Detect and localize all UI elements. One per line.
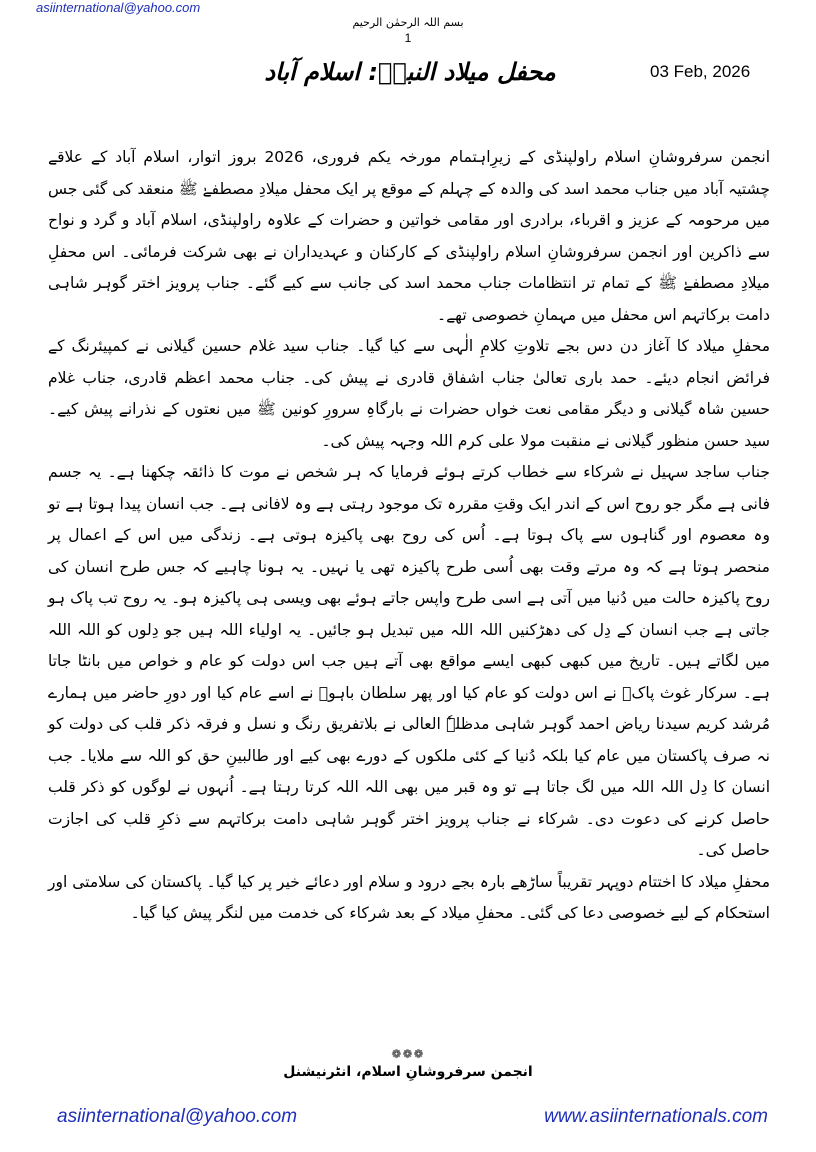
footer-email-link[interactable]: asiinternational@yahoo.com (57, 1106, 298, 1127)
paragraph-4: محفلِ میلاد کا اختتام دوپہر تقریباً ساڑھے بارہ بجے درود و سلام اور دعائے خیر پر کیا گیا۔ پاکستان کی سلامتی اور استحکام کے لیے خصوصی دعا کی گئی۔ محفلِ میلاد کے بعد شرکاء کی خدمت میں لنگر پیش کیا گیا۔ (48, 872, 770, 922)
article-body (48, 142, 770, 930)
organization-name: انجمن سرفروشانِ اسلام، انٹرنیشنل (283, 1064, 533, 1080)
footer-website-link[interactable]: www.asiinternationals.com (544, 1106, 768, 1127)
bismillah: بسم اللہ الرحمٰن الرحیم (352, 16, 464, 29)
paragraph-2: محفلِ میلاد کا آغاز دن دس بجے تلاوتِ کلامِ الٰہی سے کیا گیا۔ جناب سید غلام حسین گیلانی نے کمپیئرنگ کے فرائض انجام دیئے۔ حمد باری تعالیٰ جناب اشفاق قادری نے پیش کی۔ جناب محمد اعظم قادری، جناب غلام حسین شاہ گیلانی و دیگر مقامی نعت خواں حضرات نے بارگاہِ سرورِ کونین ﷺ میں نعتوں کے نذرانے پیش کیے۔ سید حسن منظور گیلانی نے منقبت مولا علی کرم اللہ وجہہ پیش کی۔ (48, 337, 770, 450)
page-title: محفل میلاد النبیؐ: اسلام آباد (264, 58, 556, 86)
header-email[interactable]: asiinternational@yahoo.com (36, 0, 201, 15)
paragraph-1: انجمن سرفروشانِ اسلام راولپنڈی کے زیرِاہتمام مورخہ یکم فروری، 2026 بروز اتوار، اسلام آباد کے علاقے چشتیہ آباد میں جناب محمد اسد کی والدہ کے چہلم کے موقع پر ایک محفل میلادِ مصطفےٰ ﷺ منعقد کی گئی جس میں مرحومہ کے عزیز و اقرباء، برادری اور مقامی خواتین و حضرات کے علاوہ راولپنڈی، اسلام آباد و گرد و نواح سے ذاکرین اور انجمن سرفروشانِ اسلام راولپنڈی کے کارکنان و عہدیداران نے بھی شرکت فرمائی۔ اس محفلِ میلادِ مصطفےٰ ﷺ کے تمام تر انتظامات جناب محمد اسد کی جانب سے کیے گئے۔ جناب پرویز اختر گوہر شاہی دامت برکاتہم اس محفل میں مہمانِ خصوصی تھے۔ (48, 148, 770, 324)
page-number: 1 (404, 31, 412, 45)
publish-date: 03 Feb, 2026 (650, 62, 751, 81)
paragraph-3: جناب ساجد سہیل نے شرکاء سے خطاب کرتے ہوئے فرمایا کہ ہر شخص نے موت کا ذائقہ چکھنا ہے۔ یہ جسم فانی ہے مگر جو روح اس کے اندر ایک وقتِ مقررہ تک موجود رہتی ہے وہ لافانی ہے۔ جب انسان پیدا ہوتا ہے تو وہ معصوم اور گناہوں سے پاک ہوتا ہے۔ اُس کی روح بھی پاکیزہ ہوتی ہے۔ زندگی میں اس کے اعمال پر منحصر ہوتا ہے کہ وہ مرتے وقت بھی اُسی طرح پاکیزہ تھی یا نہیں۔ یہ ہونا چاہیے کہ جس طرح انسان کی روح پاکیزہ حالت میں دُنیا میں آتی ہے اسی طرح واپس جاتے ہوئے بھی ویسی ہی پاکیزہ ہو۔ یہ روح تب پاک ہو جاتی ہے جب انسان کے دِل کی دھڑکنیں اللہ اللہ میں تبدیل ہو جائیں۔ یہ اولیاء اللہ ہیں جو دِلوں کو اللہ اللہ میں لگاتے ہیں۔ تاریخ میں کبھی کبھی ایسے مواقع بھی آتے ہیں جب اس دولت کو عام و خواص میں بانٹا جاتا ہے۔ سرکار غوث پاکؒ نے اس دولت کو عام کیا اور پھر سلطان باہوؒ نے اسے عام کیا اور دورِ حاضر میں ہمارے مُرشد کریم سیدنا ریاض احمد گوہر شاہی مدظلہٗ العالی نے بلاتفریق رنگ و نسل و فرقہ ذکر قلب کی دولت کو نہ صرف پاکستان میں عام کیا بلکہ دُنیا کے کئی ملکوں کے دورے بھی کیے اور طالبینِ حق کو اللہ سے ملایا۔ جب انسان کا دِل اللہ اللہ میں لگ جاتا ہے تو وہ قبر میں بھی اللہ اللہ کرتا رہتا ہے۔ اُنہوں نے لوگوں کو ذکر قلب حاصل کرنے کی دعوت دی۔ شرکاء نے جناب پرویز اختر گوہر شاہی دامت برکاتہم سے ذکرِ قلب کی اجازت حاصل کی۔ (48, 463, 770, 859)
flower-ornament-icon: ❁❁❁ (391, 1047, 425, 1061)
